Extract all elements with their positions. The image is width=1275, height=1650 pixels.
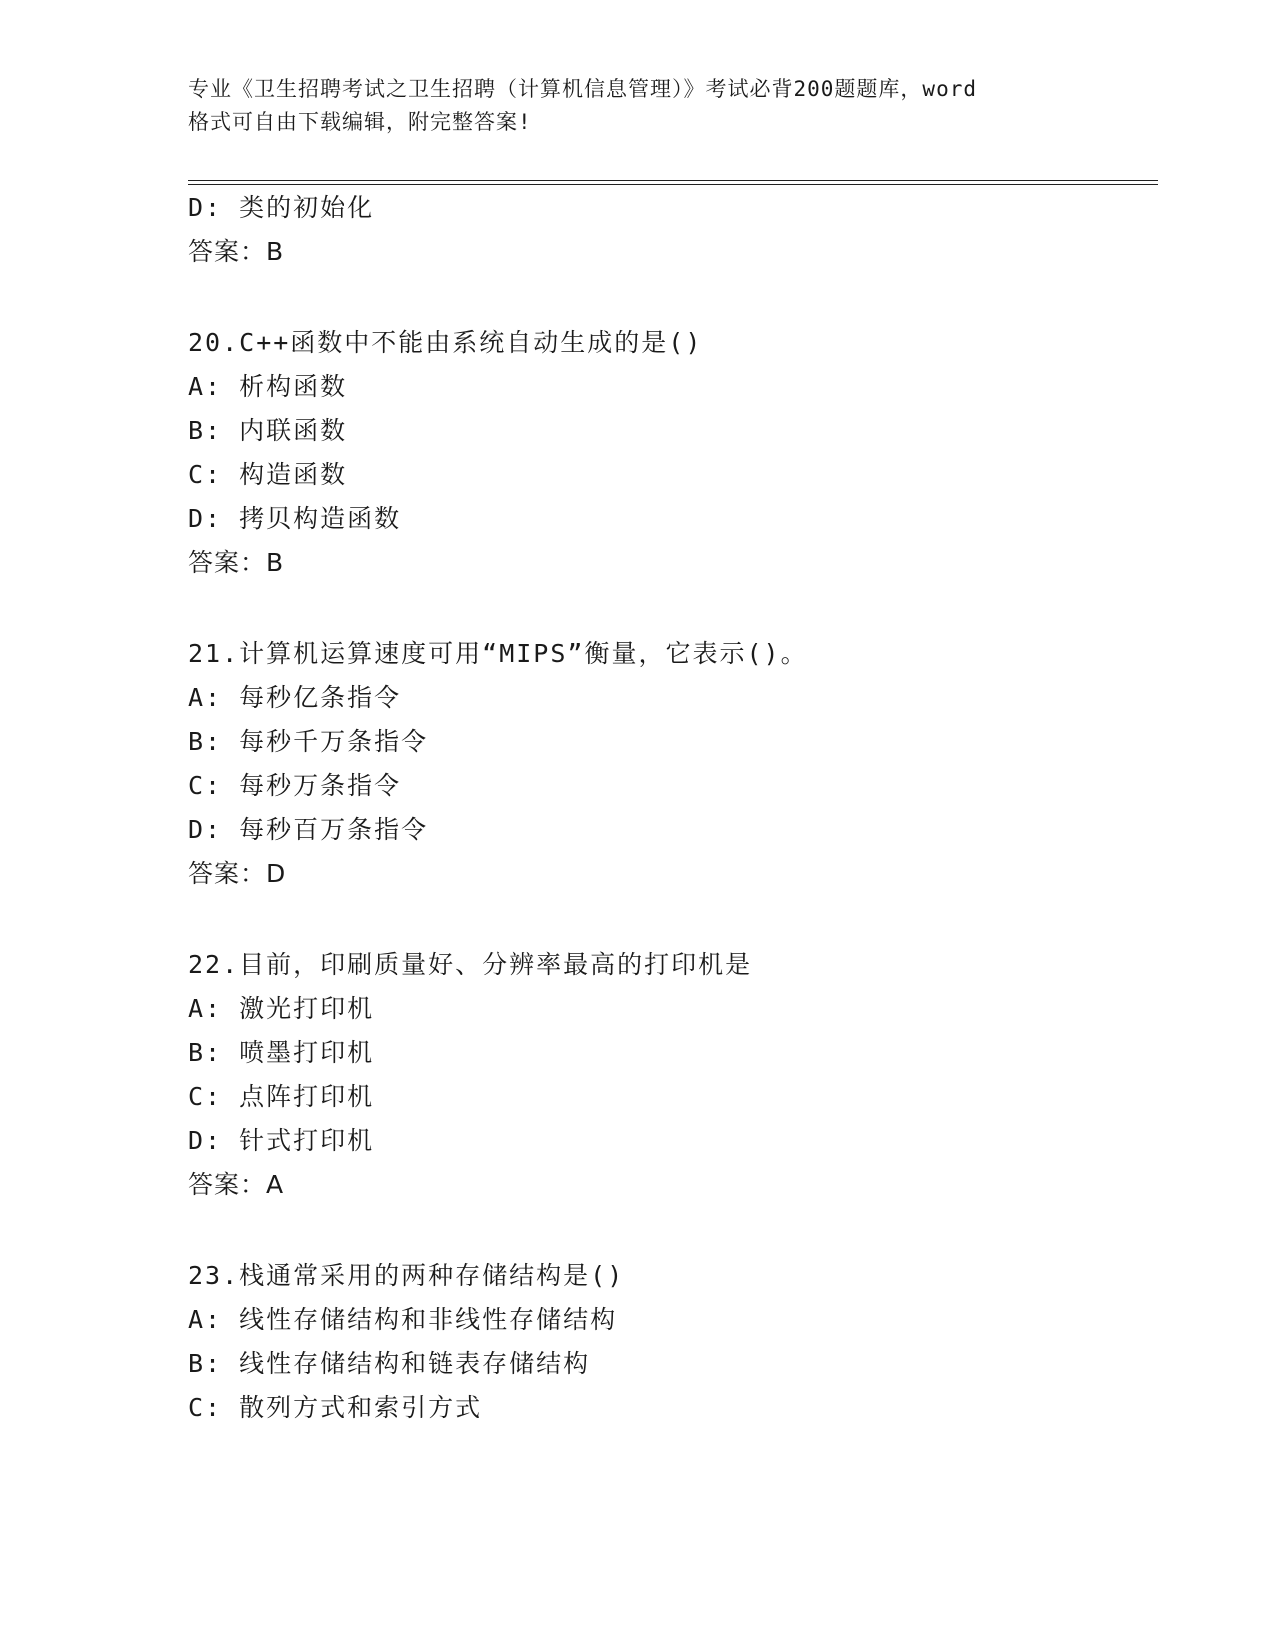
document-header (188, 73, 1088, 139)
option-line: D: 每秒百万条指令 (188, 815, 429, 844)
option-line: A: 析构函数 (188, 372, 348, 401)
answer-line: 答案：B (188, 548, 285, 577)
header-divider-bottom (188, 184, 1158, 185)
option-line: C: 点阵打印机 (188, 1082, 375, 1111)
option-line: B: 线性存储结构和链表存储结构 (188, 1349, 591, 1378)
option-line: A: 线性存储结构和非线性存储结构 (188, 1305, 618, 1334)
option-line: C: 散列方式和索引方式 (188, 1393, 483, 1422)
option-line: D: 针式打印机 (188, 1126, 375, 1155)
question-line: 22.目前，印刷质量好、分辨率最高的打印机是 (188, 950, 753, 979)
answer-line: 答案：D (188, 859, 287, 888)
option-line: C: 构造函数 (188, 460, 348, 489)
header-line-2: 格式可自由下载编辑，附完整答案! (188, 110, 532, 134)
answer-line: 答案：A (188, 1170, 285, 1199)
option-line: B: 每秒千万条指令 (188, 727, 429, 756)
option-line: B: 内联函数 (188, 416, 348, 445)
option-line: A: 每秒亿条指令 (188, 683, 402, 712)
header-divider-top (188, 180, 1158, 181)
question-line: 20.C++函数中不能由系统自动生成的是() (188, 328, 703, 357)
option-line: B: 喷墨打印机 (188, 1038, 375, 1067)
header-line-1: 专业《卫生招聘考试之卫生招聘（计算机信息管理）》考试必背200题题库，word (188, 77, 977, 101)
option-line: A: 激光打印机 (188, 994, 375, 1023)
question-line: 21.计算机运算速度可用“MIPS”衡量，它表示()。 (188, 639, 808, 668)
answer-line: 答案：B (188, 237, 285, 266)
option-line: D: 类的初始化 (188, 193, 375, 222)
option-line: D: 拷贝构造函数 (188, 504, 402, 533)
option-line: C: 每秒万条指令 (188, 771, 402, 800)
question-line: 23.栈通常采用的两种存储结构是() (188, 1261, 625, 1290)
